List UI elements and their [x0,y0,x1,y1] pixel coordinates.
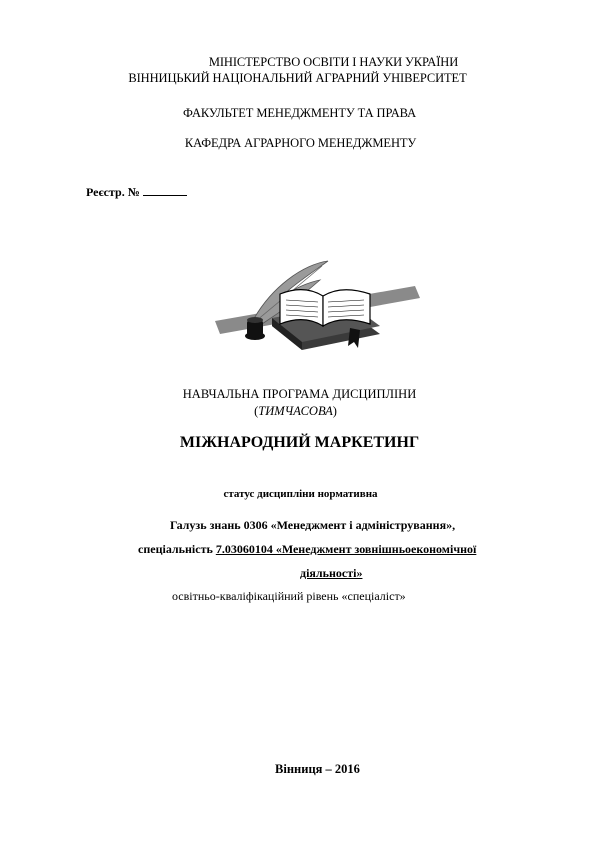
specialty-prefix: спеціальність [138,542,216,556]
department-heading: КАФЕДРА АГРАРНОГО МЕНЕДЖМЕНТУ [184,136,417,150]
ministry-heading: МІНІСТЕРСТВО ОСВІТИ І НАУКИ УКРАЇНИ [208,55,459,69]
field-of-knowledge: Галузь знань 0306 «Менеджмент і адміністрування», [170,518,456,532]
program-heading: НАВЧАЛЬНА ПРОГРАМА ДИСЦИПЛІНИ [182,387,417,401]
qualification-level: освітньо-кваліфікаційний рівень «спеціаліст» [172,589,406,603]
city-year: Вінниця – 2016 [275,762,360,776]
book-quill-icon [210,256,425,356]
paren-open: ( [254,404,259,418]
specialty-continuation: діяльності» [300,566,363,580]
program-subheading [0,404,593,419]
paren-close: ) [332,404,337,418]
faculty-heading: ФАКУЛЬТЕТ МЕНЕДЖМЕНТУ ТА ПРАВА [182,106,417,120]
temporary-label: ТИМЧАСОВА [258,404,333,418]
registry-line [86,184,187,200]
registry-blank [143,184,187,196]
discipline-status: статус дисципліни нормативна [223,488,378,500]
registry-label: Реєстр. № [86,185,140,199]
specialty-line [138,542,476,557]
specialty-code-name: 7.03060104 «Менеджмент зовнішньоекономічної [215,542,477,556]
course-title: МІЖНАРОДНИЙ МАРКЕТИНГ [179,434,420,451]
university-heading: ВІННИЦЬКИЙ НАЦІОНАЛЬНИЙ АГРАРНИЙ УНІВЕРСИТЕТ [128,71,467,85]
